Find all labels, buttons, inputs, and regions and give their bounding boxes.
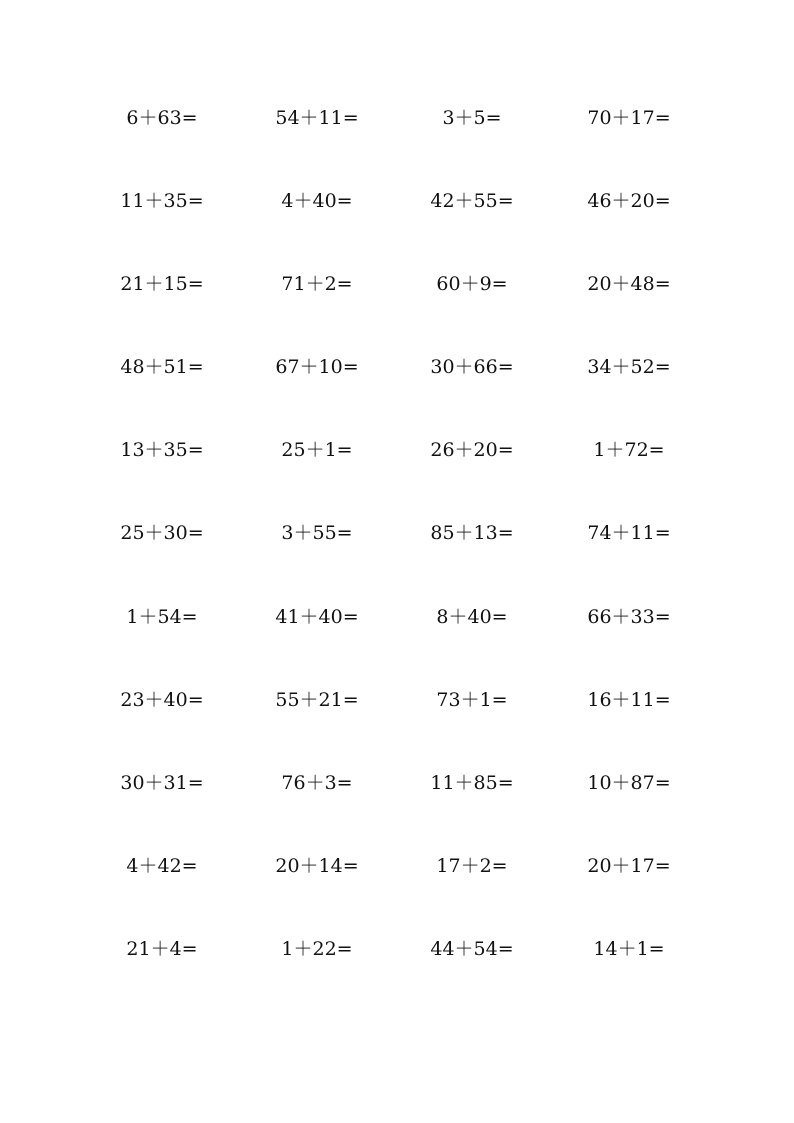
problem: 20＋17= [587, 855, 671, 877]
problem: 11＋35= [120, 190, 204, 212]
problem: 4＋40= [281, 190, 353, 212]
problem: 10＋87= [587, 772, 671, 794]
problem: 25＋1= [281, 439, 353, 461]
problem: 1＋22= [281, 938, 353, 960]
problem-row [0, 602, 794, 632]
problem: 20＋48= [587, 273, 671, 295]
problem: 16＋11= [587, 689, 671, 711]
problem: 25＋30= [120, 522, 204, 544]
problem: 55＋21= [275, 689, 359, 711]
problem: 21＋15= [120, 273, 204, 295]
problem: 4＋42= [126, 855, 198, 877]
problem: 30＋31= [120, 772, 204, 794]
problem-row [0, 934, 794, 964]
problem: 44＋54= [430, 938, 514, 960]
problem: 11＋85= [430, 772, 514, 794]
problem: 54＋11= [275, 107, 359, 129]
problem: 17＋2= [436, 855, 508, 877]
problem: 8＋40= [436, 606, 508, 628]
problem: 14＋1= [593, 938, 665, 960]
problem: 71＋2= [281, 273, 353, 295]
problem-row [0, 352, 794, 382]
problem: 30＋66= [430, 356, 514, 378]
problem: 67＋10= [275, 356, 359, 378]
problem: 3＋5= [442, 107, 502, 129]
problem: 23＋40= [120, 689, 204, 711]
problem-row [0, 269, 794, 299]
problem: 13＋35= [120, 439, 204, 461]
problem: 85＋13= [430, 522, 514, 544]
problem-row [0, 435, 794, 465]
problem: 21＋4= [126, 938, 198, 960]
problem: 1＋72= [593, 439, 665, 461]
problem-row [0, 518, 794, 548]
problem-row [0, 768, 794, 798]
problem: 34＋52= [587, 356, 671, 378]
problem: 42＋55= [430, 190, 514, 212]
problem: 73＋1= [436, 689, 508, 711]
problem: 76＋3= [281, 772, 353, 794]
problem-row [0, 851, 794, 881]
problem: 60＋9= [436, 273, 508, 295]
problem-row [0, 103, 794, 133]
problem: 3＋55= [281, 522, 353, 544]
problem: 41＋40= [275, 606, 359, 628]
problem: 26＋20= [430, 439, 514, 461]
problem: 20＋14= [275, 855, 359, 877]
problem: 70＋17= [587, 107, 671, 129]
problem: 48＋51= [120, 356, 204, 378]
problem: 1＋54= [126, 606, 198, 628]
problem-row [0, 685, 794, 715]
problem: 74＋11= [587, 522, 671, 544]
problem-row [0, 186, 794, 216]
problem: 6＋63= [126, 107, 198, 129]
problem: 46＋20= [587, 190, 671, 212]
problem: 66＋33= [587, 606, 671, 628]
